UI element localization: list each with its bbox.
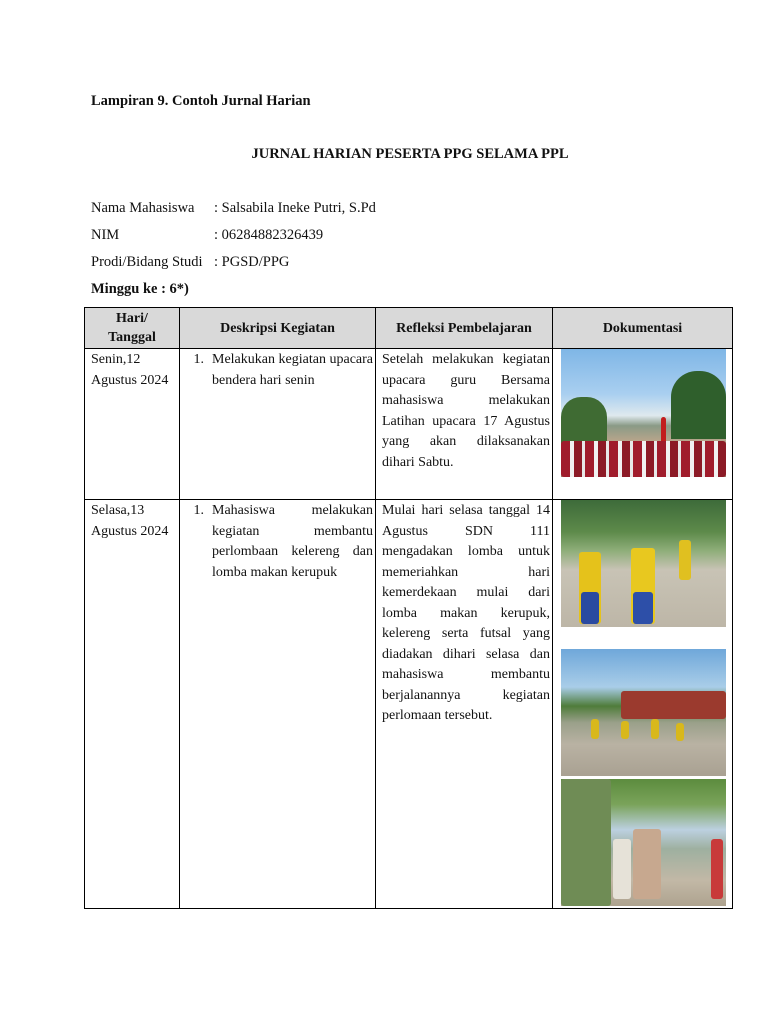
nim-label: NIM	[91, 227, 120, 243]
list-number: 1.	[193, 503, 204, 518]
journal-table	[84, 307, 733, 909]
header-tanggal: Tanggal	[108, 330, 156, 345]
photo-competition-1	[561, 500, 726, 627]
prodi-label: Prodi/Bidang Studi	[91, 254, 203, 270]
table-header-row	[85, 308, 733, 349]
header-hari: Hari/	[116, 311, 148, 326]
list-text: Melakukan kegiatan upacara bendera hari senin	[212, 352, 373, 388]
list-item	[186, 350, 373, 391]
prodi-value: : PGSD/PPG	[214, 254, 290, 270]
cell-dokumentasi	[553, 349, 733, 500]
table-row	[85, 500, 733, 909]
cell-dokumentasi	[553, 500, 733, 909]
week-label: Minggu ke : 6*)	[91, 281, 189, 297]
document-title: JURNAL HARIAN PESERTA PPG SELAMA PPL	[251, 146, 569, 162]
header-refleksi: Refleksi Pembelajaran	[376, 308, 553, 349]
header-deskripsi: Deskripsi Kegiatan	[180, 308, 376, 349]
cell-hari-tanggal: Senin,12 Agustus 2024	[85, 349, 180, 500]
table-row	[85, 349, 733, 500]
nama-label: Nama Mahasiswa	[91, 200, 195, 216]
nama-value: : Salsabila Ineke Putri, S.Pd	[214, 200, 376, 216]
header-dokumentasi: Dokumentasi	[553, 308, 733, 349]
cell-deskripsi	[180, 500, 376, 909]
nim-value: : 06284882326439	[214, 227, 324, 243]
photo-competition-3	[561, 779, 726, 906]
photo-flag-ceremony	[561, 349, 726, 477]
cell-hari-tanggal: Selasa,13 Agustus 2024	[85, 500, 180, 909]
cell-deskripsi	[180, 349, 376, 500]
cell-refleksi: Setelah melakukan kegiatan upacara guru Bersama mahasiswa melakukan Latihan upacara 17 Agustus yang akan dilaksanakan dihari Sabtu.	[376, 349, 553, 500]
header-hari-tanggal	[85, 308, 180, 349]
photo-competition-2	[561, 649, 726, 776]
list-number: 1.	[193, 352, 204, 367]
list-item	[186, 501, 373, 583]
appendix-label: Lampiran 9. Contoh Jurnal Harian	[91, 93, 311, 109]
list-text: Mahasiswa melakukan kegiatan membantu perlombaan kelereng dan lomba makan kerupuk	[212, 503, 373, 580]
cell-refleksi: Mulai hari selasa tanggal 14 Agustus SDN 111 mengadakan lomba untuk memeriahkan hari kemerdekaan mulai dari lomba makan kerupuk, kelereng serta futsal yang diadakan dihari selasa dan mahasiswa membantu berjalanannya kegiatan perlomaan tersebut.	[376, 500, 553, 909]
